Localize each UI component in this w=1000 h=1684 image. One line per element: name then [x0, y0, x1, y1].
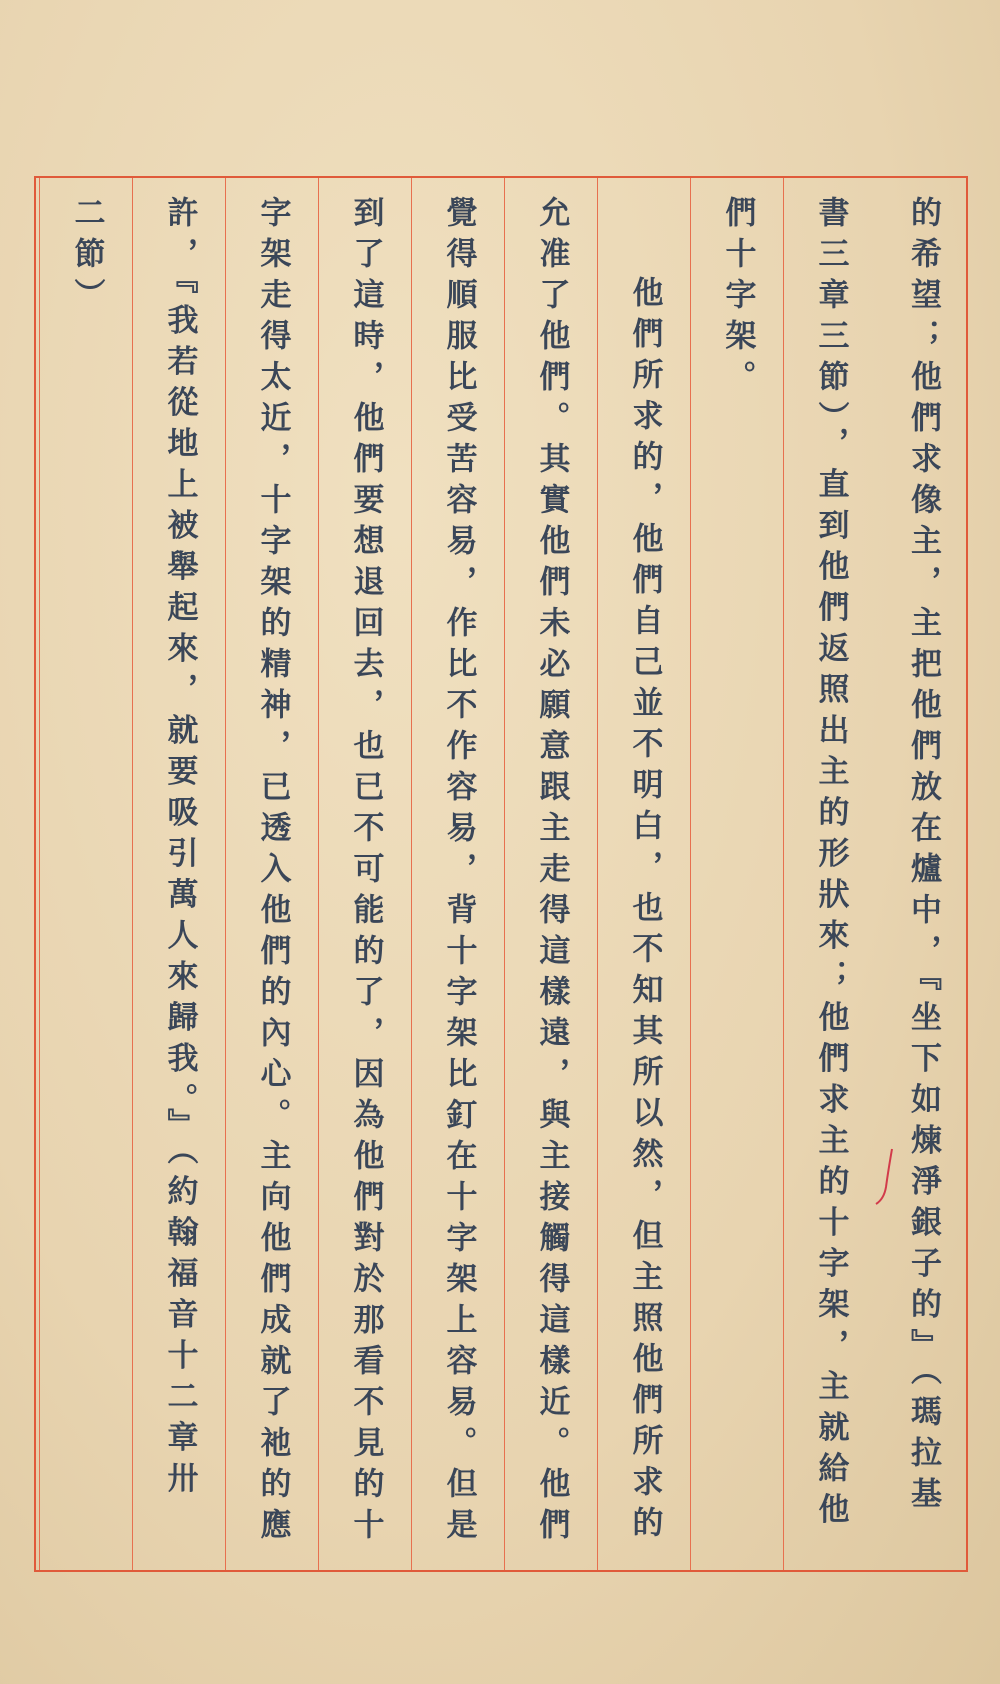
column-text: 他們所求的，他們自己並不明白，也不知其所以然，但主照他們所求的 — [626, 276, 663, 1547]
red-pen-mark — [872, 1147, 902, 1207]
text-frame — [34, 176, 968, 1572]
column-text: 字架走得太近，十字架的精神，已透入他們的內心。主向他們成就了祂的應 — [254, 196, 291, 1549]
column-8 — [225, 178, 318, 1570]
column-5 — [504, 178, 597, 1570]
column-text: 許，『我若從地上被舉起來，就要吸引萬人來歸我。』（約翰福音十二章卅 — [161, 196, 198, 1503]
column-6 — [411, 178, 504, 1570]
column-text: 的希望；他們求像主，主把他們放在爐中，『坐下如煉淨銀子的』（瑪拉基 — [905, 196, 941, 1518]
column-3 — [690, 178, 783, 1570]
column-1 — [876, 178, 969, 1570]
column-text: 二節） — [68, 196, 105, 319]
column-10 — [39, 178, 132, 1570]
column-9 — [132, 178, 225, 1570]
column-4 — [597, 178, 690, 1570]
column-text: 允准了他們。其實他們未必願意跟主走得這樣遠，與主接觸得這樣近。他們 — [533, 196, 570, 1549]
column-text: 到了這時，他們要想退回去，也已不可能的了，因為他們對於那看不見的十 — [347, 196, 384, 1549]
column-text: 覺得順服比受苦容易，作比不作容易，背十字架比釘在十字架上容易。但是 — [440, 196, 477, 1549]
column-2 — [783, 178, 876, 1570]
column-7 — [318, 178, 411, 1570]
column-text: 們十字架。 — [719, 196, 756, 401]
column-text: 書三章三節），直到他們返照出主的形狀來；他們求主的十字架，主就給他 — [812, 196, 849, 1534]
